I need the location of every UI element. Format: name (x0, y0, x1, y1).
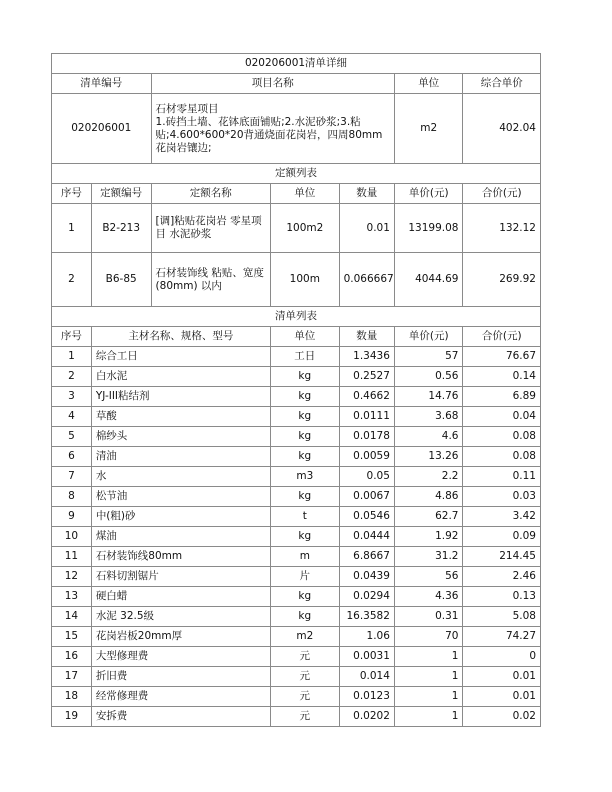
material-unit: m2 (271, 627, 340, 647)
material-no: 3 (52, 387, 92, 407)
material-qty: 0.014 (339, 667, 394, 687)
material-no: 5 (52, 427, 92, 447)
material-total: 0.09 (463, 527, 541, 547)
quota-no: 1 (52, 204, 92, 253)
material-row (52, 607, 541, 627)
material-qty: 0.0123 (339, 687, 394, 707)
material-total: 0.04 (463, 407, 541, 427)
material-no: 14 (52, 607, 92, 627)
quota-row (52, 253, 541, 307)
material-qty: 0.0444 (339, 527, 394, 547)
material-price: 0.56 (394, 367, 463, 387)
material-total: 0.01 (463, 667, 541, 687)
material-no: 4 (52, 407, 92, 427)
material-name: 安拆费 (91, 707, 270, 727)
material-name: 大型修理费 (91, 647, 270, 667)
material-price: 1 (394, 647, 463, 667)
material-total: 0 (463, 647, 541, 667)
material-total: 0.01 (463, 687, 541, 707)
material-qty: 0.0439 (339, 567, 394, 587)
quota-name: [调]粘贴花岗岩 零星项目 水泥砂浆 (151, 204, 270, 253)
material-qty: 0.4662 (339, 387, 394, 407)
material-no: 12 (52, 567, 92, 587)
material-qty: 0.0202 (339, 707, 394, 727)
material-name: 棉纱头 (91, 427, 270, 447)
material-total: 0.08 (463, 427, 541, 447)
material-qty: 16.3582 (339, 607, 394, 627)
header-unit: 单位 (394, 74, 463, 94)
material-qty: 0.0178 (339, 427, 394, 447)
quota-code: B2-213 (91, 204, 151, 253)
material-total: 6.89 (463, 387, 541, 407)
material-total: 2.46 (463, 567, 541, 587)
material-qty: 1.06 (339, 627, 394, 647)
quota-header-name: 定额名称 (151, 184, 270, 204)
material-price: 4.86 (394, 487, 463, 507)
material-name: 石材装饰线80mm (91, 547, 270, 567)
material-name: YJ-III粘结剂 (91, 387, 270, 407)
material-qty: 6.8667 (339, 547, 394, 567)
material-price: 31.2 (394, 547, 463, 567)
quota-header-unit: 单位 (271, 184, 340, 204)
material-name: 中(粗)砂 (91, 507, 270, 527)
material-unit: t (271, 507, 340, 527)
item-code: 020206001 (52, 94, 152, 164)
material-total: 0.03 (463, 487, 541, 507)
material-no: 19 (52, 707, 92, 727)
material-no: 9 (52, 507, 92, 527)
material-total: 74.27 (463, 627, 541, 647)
material-row (52, 387, 541, 407)
quota-header-price: 单价(元) (394, 184, 463, 204)
materials-header-total: 合价(元) (463, 327, 541, 347)
header-price: 综合单价 (463, 74, 541, 94)
material-no: 13 (52, 587, 92, 607)
material-no: 6 (52, 447, 92, 467)
quota-qty: 0.066667 (339, 253, 394, 307)
material-total: 0.08 (463, 447, 541, 467)
material-row (52, 427, 541, 447)
material-name: 清油 (91, 447, 270, 467)
material-unit: kg (271, 487, 340, 507)
item-name: 石材零星项目 1.砖挡土墙、花钵底面铺贴;2.水泥砂浆;3.粘贴;4.600*600*20背通烧面花岗岩，四周80mm花岗岩镶边; (151, 94, 394, 164)
material-name: 水泥 32.5级 (91, 607, 270, 627)
material-no: 1 (52, 347, 92, 367)
material-row (52, 707, 541, 727)
material-price: 1 (394, 667, 463, 687)
material-name: 水 (91, 467, 270, 487)
material-unit: kg (271, 387, 340, 407)
material-unit: 元 (271, 667, 340, 687)
material-row (52, 687, 541, 707)
material-name: 花岗岩板20mm厚 (91, 627, 270, 647)
material-name: 硬白蜡 (91, 587, 270, 607)
material-unit: m (271, 547, 340, 567)
material-row (52, 507, 541, 527)
material-unit: m3 (271, 467, 340, 487)
material-price: 2.2 (394, 467, 463, 487)
material-no: 16 (52, 647, 92, 667)
material-row (52, 467, 541, 487)
material-row (52, 447, 541, 467)
quota-total: 269.92 (463, 253, 541, 307)
quota-header-qty: 数量 (339, 184, 394, 204)
materials-header-qty: 数量 (339, 327, 394, 347)
material-name: 综合工日 (91, 347, 270, 367)
material-name: 煤油 (91, 527, 270, 547)
material-no: 10 (52, 527, 92, 547)
material-qty: 0.0059 (339, 447, 394, 467)
material-total: 0.02 (463, 707, 541, 727)
material-total: 3.42 (463, 507, 541, 527)
material-unit: kg (271, 427, 340, 447)
material-price: 4.6 (394, 427, 463, 447)
material-name: 经常修理费 (91, 687, 270, 707)
material-price: 14.76 (394, 387, 463, 407)
materials-section-title: 清单列表 (52, 307, 541, 327)
material-no: 8 (52, 487, 92, 507)
material-qty: 0.0546 (339, 507, 394, 527)
material-price: 70 (394, 627, 463, 647)
quota-header-no: 序号 (52, 184, 92, 204)
material-qty: 0.2527 (339, 367, 394, 387)
quota-code: B6-85 (91, 253, 151, 307)
materials-header-name: 主材名称、规格、型号 (91, 327, 270, 347)
quota-unit: 100m (271, 253, 340, 307)
material-no: 17 (52, 667, 92, 687)
material-no: 11 (52, 547, 92, 567)
quota-section-title: 定额列表 (52, 164, 541, 184)
materials-header-unit: 单位 (271, 327, 340, 347)
material-qty: 0.0111 (339, 407, 394, 427)
header-code: 清单编号 (52, 74, 152, 94)
material-name: 白水泥 (91, 367, 270, 387)
material-row (52, 407, 541, 427)
material-price: 3.68 (394, 407, 463, 427)
item-unit: m2 (394, 94, 463, 164)
material-unit: kg (271, 367, 340, 387)
material-no: 15 (52, 627, 92, 647)
material-row (52, 567, 541, 587)
material-name: 松节油 (91, 487, 270, 507)
material-row (52, 367, 541, 387)
material-total: 76.67 (463, 347, 541, 367)
quota-price: 4044.69 (394, 253, 463, 307)
material-row (52, 487, 541, 507)
material-unit: kg (271, 447, 340, 467)
material-unit: kg (271, 527, 340, 547)
material-unit: 片 (271, 567, 340, 587)
material-total: 0.13 (463, 587, 541, 607)
material-unit: kg (271, 587, 340, 607)
material-unit: 元 (271, 707, 340, 727)
quota-price: 13199.08 (394, 204, 463, 253)
material-name: 折旧费 (91, 667, 270, 687)
quota-row (52, 204, 541, 253)
material-unit: 元 (271, 647, 340, 667)
material-price: 4.36 (394, 587, 463, 607)
material-no: 18 (52, 687, 92, 707)
material-unit: 元 (271, 687, 340, 707)
quota-unit: 100m2 (271, 204, 340, 253)
item-price: 402.04 (463, 94, 541, 164)
material-qty: 0.0031 (339, 647, 394, 667)
material-qty: 0.0067 (339, 487, 394, 507)
material-qty: 0.0294 (339, 587, 394, 607)
material-qty: 1.3436 (339, 347, 394, 367)
quota-qty: 0.01 (339, 204, 394, 253)
material-price: 57 (394, 347, 463, 367)
material-unit: kg (271, 407, 340, 427)
material-price: 13.26 (394, 447, 463, 467)
material-name: 石料切割锯片 (91, 567, 270, 587)
materials-header-price: 单价(元) (394, 327, 463, 347)
header-name: 项目名称 (151, 74, 394, 94)
quota-no: 2 (52, 253, 92, 307)
material-row (52, 627, 541, 647)
material-no: 7 (52, 467, 92, 487)
material-price: 1.92 (394, 527, 463, 547)
material-unit: kg (271, 607, 340, 627)
detail-table (51, 53, 541, 727)
material-name: 草酸 (91, 407, 270, 427)
material-price: 56 (394, 567, 463, 587)
quota-header-code: 定额编号 (91, 184, 151, 204)
quota-total: 132.12 (463, 204, 541, 253)
material-qty: 0.05 (339, 467, 394, 487)
page-title: 020206001清单详细 (52, 54, 541, 74)
material-price: 0.31 (394, 607, 463, 627)
material-row (52, 667, 541, 687)
quota-name: 石材装饰线 粘贴、宽度(80mm) 以内 (151, 253, 270, 307)
material-price: 1 (394, 707, 463, 727)
material-no: 2 (52, 367, 92, 387)
material-row (52, 647, 541, 667)
materials-header-no: 序号 (52, 327, 92, 347)
material-row (52, 527, 541, 547)
material-row (52, 587, 541, 607)
material-price: 62.7 (394, 507, 463, 527)
material-unit: 工日 (271, 347, 340, 367)
quota-header-total: 合价(元) (463, 184, 541, 204)
material-row (52, 547, 541, 567)
material-total: 214.45 (463, 547, 541, 567)
material-total: 0.11 (463, 467, 541, 487)
material-price: 1 (394, 687, 463, 707)
material-total: 0.14 (463, 367, 541, 387)
material-total: 5.08 (463, 607, 541, 627)
material-row (52, 347, 541, 367)
